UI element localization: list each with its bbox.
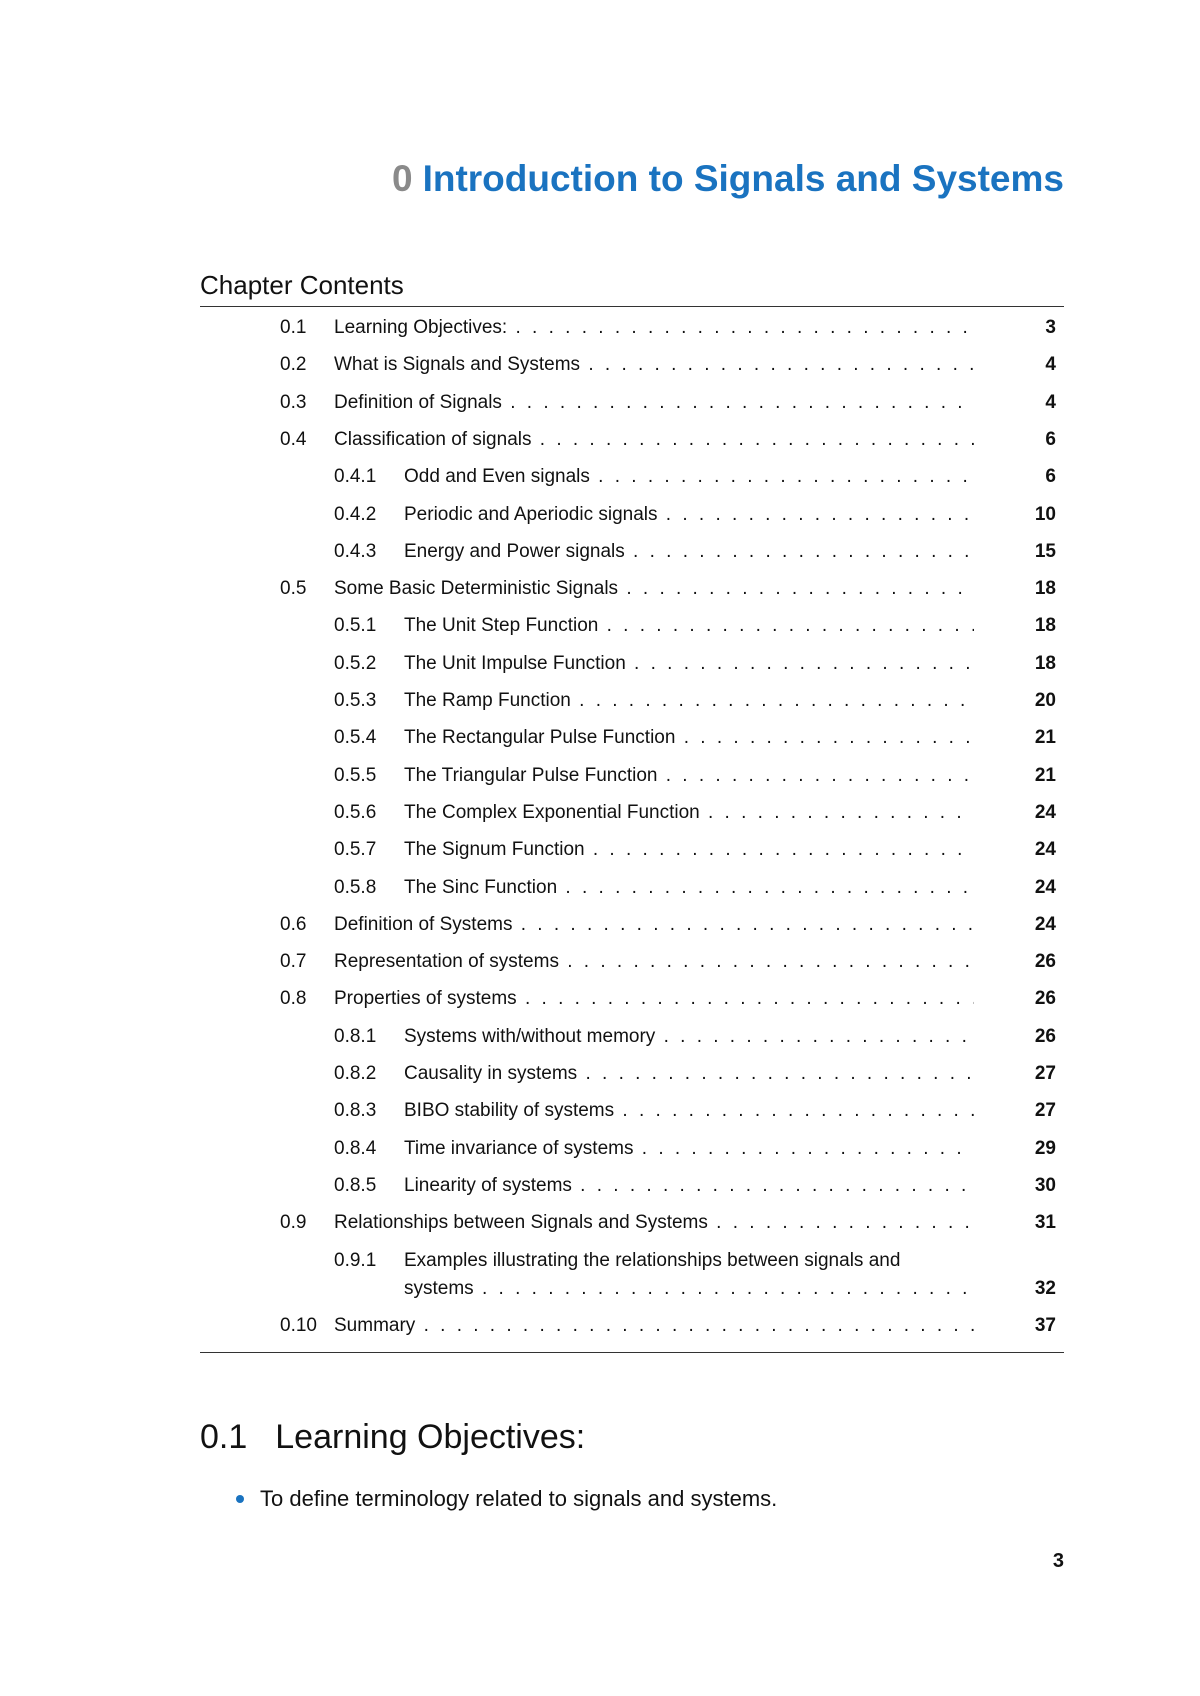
toc-entry-number: 0.5.3 (334, 690, 377, 711)
toc-entry-title: Energy and Power signals . . . (404, 538, 974, 566)
toc-entry-number: 0.2 (280, 354, 307, 376)
toc-entry-number: 0.1 (280, 317, 307, 338)
toc-entry-number: 0.5.4 (334, 727, 377, 749)
toc-entry-title: The Triangular Pulse Function . . . (404, 762, 974, 790)
toc-entry[interactable] (200, 1247, 1064, 1303)
toc-entry-page: 3 (1045, 317, 1056, 338)
contents-bottom-rule (200, 1352, 1064, 1353)
toc-entry-title: The Unit Impulse Function . . . (404, 650, 974, 678)
toc-entry-page: 24 (1034, 839, 1056, 861)
toc-entry-title: The Unit Step Function . . . (404, 612, 974, 640)
toc-entry[interactable] (200, 1097, 1064, 1125)
toc-entry-title: Definition of Systems . . . (334, 911, 974, 939)
toc-entry[interactable] (200, 314, 1064, 342)
toc-entry[interactable] (200, 1172, 1064, 1200)
toc-entry-number: 0.4.2 (334, 503, 377, 525)
toc-entry-title: Odd and Even signals . . . (404, 463, 974, 491)
toc-entry[interactable] (200, 501, 1064, 529)
section-number: 0.1 (200, 1418, 248, 1456)
toc-entry-page: 4 (1045, 391, 1056, 413)
toc-entry-title: The Rectangular Pulse Function . . . (404, 724, 974, 752)
toc-entry-page: 24 (1034, 876, 1056, 898)
toc-entry[interactable] (200, 1312, 1064, 1340)
toc-entry-page: 21 (1034, 764, 1056, 786)
toc-entry[interactable] (200, 575, 1064, 603)
toc-entry-number: 0.5.1 (334, 615, 377, 637)
toc-entry-page: 27 (1034, 1100, 1056, 1122)
toc-entry-title-line2: systems . . . (404, 1275, 974, 1303)
toc-entry[interactable] (200, 799, 1064, 827)
toc-entry-title: The Signum Function . . . (404, 836, 974, 864)
toc-entry-page: 20 (1034, 690, 1056, 711)
toc-entry-page: 26 (1034, 951, 1056, 973)
toc-entry-number: 0.9.1 (334, 1249, 377, 1271)
toc-entry[interactable] (200, 687, 1064, 715)
toc-entry-number: 0.8.2 (334, 1063, 377, 1084)
toc-entry-page: 21 (1034, 727, 1056, 749)
table-of-contents (200, 306, 1064, 1352)
toc-entry-page: 4 (1045, 354, 1056, 376)
toc-entry-title: Definition of Signals . . . (334, 389, 974, 417)
toc-entry-page: 18 (1034, 578, 1056, 600)
toc-entry[interactable] (200, 762, 1064, 790)
toc-entry-title: Some Basic Deterministic Signals . . . (334, 575, 974, 603)
toc-entry-number: 0.8.5 (334, 1174, 377, 1196)
toc-entry-number: 0.8.4 (334, 1137, 377, 1159)
toc-entry-number: 0.4.1 (334, 466, 377, 488)
chapter-title (392, 158, 1064, 200)
toc-entry[interactable] (200, 874, 1064, 902)
toc-entry-page: 18 (1034, 615, 1056, 637)
toc-entry-page: 31 (1034, 1212, 1056, 1234)
toc-entry-page: 6 (1045, 466, 1056, 488)
toc-entry-number: 0.4 (280, 428, 307, 450)
toc-entry-page: 15 (1034, 540, 1056, 562)
toc-entry-number: 0.5.8 (334, 876, 377, 898)
toc-entry-title: Relationships between Signals and Systems . . . (334, 1209, 974, 1237)
section-title: Learning Objectives: (275, 1418, 586, 1456)
toc-entry-title: BIBO stability of systems . . . (404, 1097, 974, 1125)
toc-entry[interactable] (200, 650, 1064, 678)
toc-entry-title: Periodic and Aperiodic signals . . . (404, 501, 974, 529)
toc-entry-title: Classification of signals . . . (334, 426, 974, 454)
toc-entry-title: Properties of systems . . . (334, 985, 974, 1013)
toc-entry-page: 27 (1034, 1063, 1056, 1084)
bullet-icon (236, 1495, 244, 1503)
objectives-list (236, 1484, 777, 1514)
toc-entry-number: 0.9 (280, 1212, 307, 1234)
toc-entry-number: 0.3 (280, 391, 307, 413)
toc-entry[interactable] (200, 463, 1064, 491)
toc-entry-page: 24 (1034, 801, 1056, 823)
toc-entry-page: 26 (1034, 988, 1056, 1010)
chapter-contents-heading: Chapter Contents (200, 270, 404, 300)
toc-entry[interactable] (200, 538, 1064, 566)
objective-text: To define terminology related to signals and systems. (260, 1486, 778, 1511)
toc-entry-page: 29 (1034, 1137, 1056, 1159)
toc-entry[interactable] (200, 612, 1064, 640)
toc-entry[interactable] (200, 1209, 1064, 1237)
toc-entry[interactable] (200, 389, 1064, 417)
toc-entry-number: 0.4.3 (334, 540, 377, 562)
section-heading (200, 1418, 585, 1457)
toc-entry[interactable] (200, 1135, 1064, 1163)
toc-entry-page: 30 (1034, 1174, 1056, 1196)
toc-entry-title-line1: Examples illustrating the relationships between signals and (404, 1249, 901, 1271)
toc-entry-page: 10 (1034, 503, 1056, 525)
toc-entry-title: Summary . . . (334, 1312, 974, 1340)
toc-entry[interactable] (200, 985, 1064, 1013)
toc-entry-number: 0.8.3 (334, 1100, 377, 1122)
toc-entry-title: The Sinc Function . . . (404, 874, 974, 902)
toc-entry-title: Learning Objectives: . . . (334, 314, 974, 342)
toc-entry-title: Time invariance of systems . . . (404, 1135, 974, 1163)
toc-entry[interactable] (200, 426, 1064, 454)
toc-entry-number: 0.5.7 (334, 839, 377, 861)
chapter-number: 0 (392, 158, 413, 199)
toc-entry-title (404, 1247, 974, 1303)
toc-entry-number: 0.5 (280, 578, 307, 600)
toc-entry-page: 6 (1045, 428, 1056, 450)
toc-entry-number: 0.7 (280, 951, 307, 973)
toc-entry-page: 26 (1034, 1025, 1056, 1047)
toc-entry[interactable] (200, 948, 1064, 976)
toc-entry[interactable] (200, 836, 1064, 864)
toc-entry-number: 0.5.2 (334, 652, 377, 674)
toc-entry-number: 0.8.1 (334, 1025, 377, 1047)
toc-entry[interactable] (200, 1023, 1064, 1051)
toc-entry-number: 0.5.6 (334, 801, 377, 823)
toc-entry-title: Systems with/without memory . . . (404, 1023, 974, 1051)
page-number: 3 (1052, 1550, 1064, 1572)
toc-entry[interactable] (200, 911, 1064, 939)
toc-entry-title: Representation of systems . . . (334, 948, 974, 976)
toc-entry-number: 0.5.5 (334, 764, 377, 786)
toc-entry-number: 0.8 (280, 988, 307, 1010)
toc-entry[interactable] (200, 1060, 1064, 1088)
toc-entry-page: 24 (1034, 913, 1056, 935)
toc-entry-number: 0.6 (280, 913, 307, 935)
list-item (236, 1484, 777, 1514)
toc-entry-page: 18 (1034, 652, 1056, 674)
toc-entry-title: Linearity of systems . . . (404, 1172, 974, 1200)
toc-entry[interactable] (200, 724, 1064, 752)
chapter-title-text: Introduction to Signals and Systems (422, 158, 1064, 199)
toc-entry-number: 0.10 (280, 1315, 317, 1337)
toc-entry-page: 32 (1034, 1277, 1056, 1299)
toc-entry-title: What is Signals and Systems . . . (334, 351, 974, 379)
toc-entry[interactable] (200, 351, 1064, 379)
toc-entry-page: 37 (1034, 1315, 1056, 1337)
toc-entry-title: Causality in systems . . . (404, 1060, 974, 1088)
toc-entry-title: The Ramp Function . . . (404, 687, 974, 715)
toc-entry-title: The Complex Exponential Function . . . (404, 799, 974, 827)
